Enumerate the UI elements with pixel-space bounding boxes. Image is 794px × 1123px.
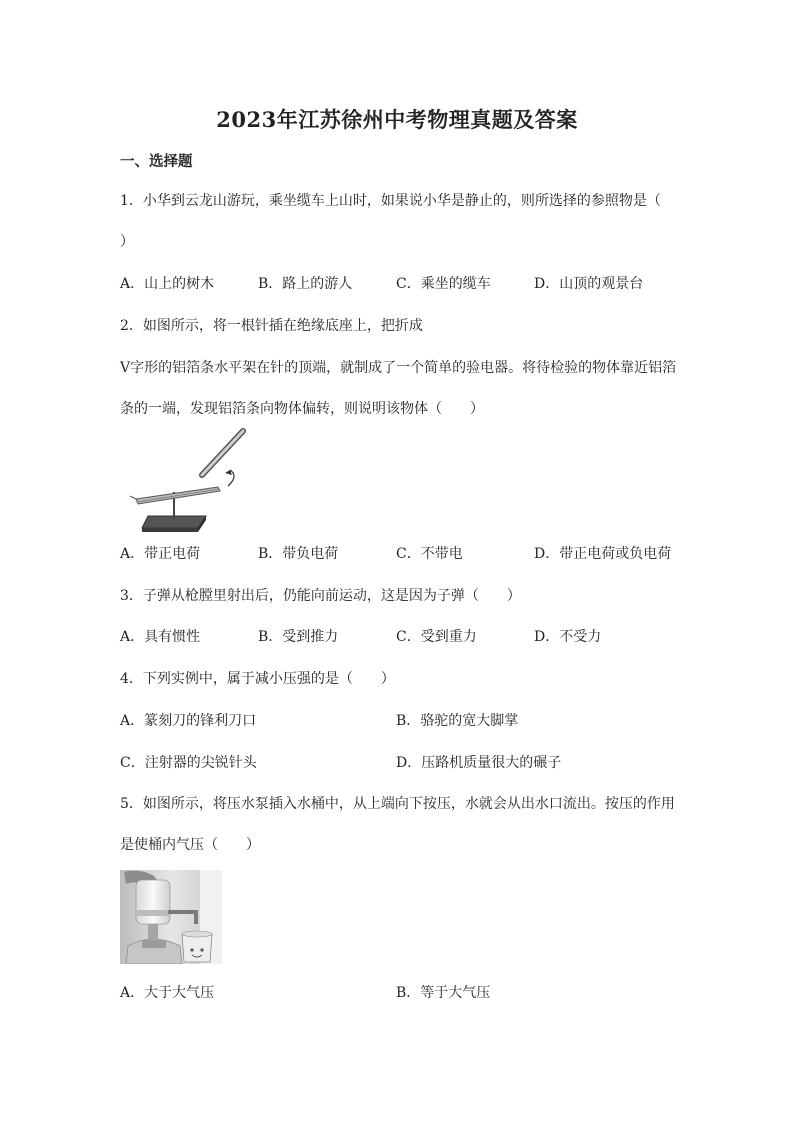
q1-option-a: A．山上的树木 <box>120 276 215 292</box>
q3-option-d: D．不受力 <box>534 629 602 645</box>
q2-option-d: D．带正电荷或负电荷 <box>534 546 672 562</box>
q5-stem-line2: 是使桶内气压（ ） <box>120 837 260 853</box>
q1-option-b: B．路上的游人 <box>258 276 353 292</box>
q1-option-d: D．山顶的观景台 <box>534 276 644 292</box>
q2-stem-line3: 条的一端，发现铝箔条向物体偏转，则说明该物体（ ） <box>120 401 484 417</box>
q1-option-c: C．乘坐的缆车 <box>396 276 491 292</box>
q1-stem-line2: ） <box>120 234 134 250</box>
section-heading: 一、选择题 <box>120 153 193 170</box>
q3-option-a: A．具有惯性 <box>120 629 201 645</box>
q4-option-a: A．篆刻刀的锋利刀口 <box>120 713 257 729</box>
q3-option-b: B．受到推力 <box>258 629 339 645</box>
q4-option-b: B．骆驼的宽大脚掌 <box>396 713 519 729</box>
q2-option-b: B．带负电荷 <box>258 546 339 562</box>
q3-option-c: C．受到重力 <box>396 629 477 645</box>
q5-option-b: B．等于大气压 <box>396 985 491 1001</box>
q4-option-d: D．压路机质量很大的碾子 <box>396 755 562 771</box>
q2-stem-line1: 2．如图所示，将一根针插在绝缘底座上，把折成 <box>120 318 423 334</box>
water-pump-photo <box>120 870 222 964</box>
q4-stem: 4．下列实例中，属于减小压强的是（ ） <box>120 671 395 687</box>
electroscope-figure <box>126 428 256 534</box>
q2-option-c: C．不带电 <box>396 546 463 562</box>
q4-option-c: C．注射器的尖锐针头 <box>120 755 257 771</box>
page-title: 2023年江苏徐州中考物理真题及答案 <box>216 107 578 132</box>
q1-stem-line1: 1．小华到云龙山游玩，乘坐缆车上山时，如果说小华是静止的，则所选择的参照物是（ <box>120 193 661 209</box>
q2-stem-line2: V字形的铝箔条水平架在针的顶端，就制成了一个简单的验电器。将待检验的物体靠近铝箔 <box>120 360 677 376</box>
q5-stem-line1: 5．如图所示，将压水泵插入水桶中，从上端向下按压，水就会从出水口流出。按压的作用 <box>120 796 675 812</box>
q2-option-a: A．带正电荷 <box>120 546 201 562</box>
q3-stem: 3．子弹从枪膛里射出后，仍能向前运动，这是因为子弹（ ） <box>120 588 521 604</box>
q5-option-a: A．大于大气压 <box>120 985 215 1001</box>
